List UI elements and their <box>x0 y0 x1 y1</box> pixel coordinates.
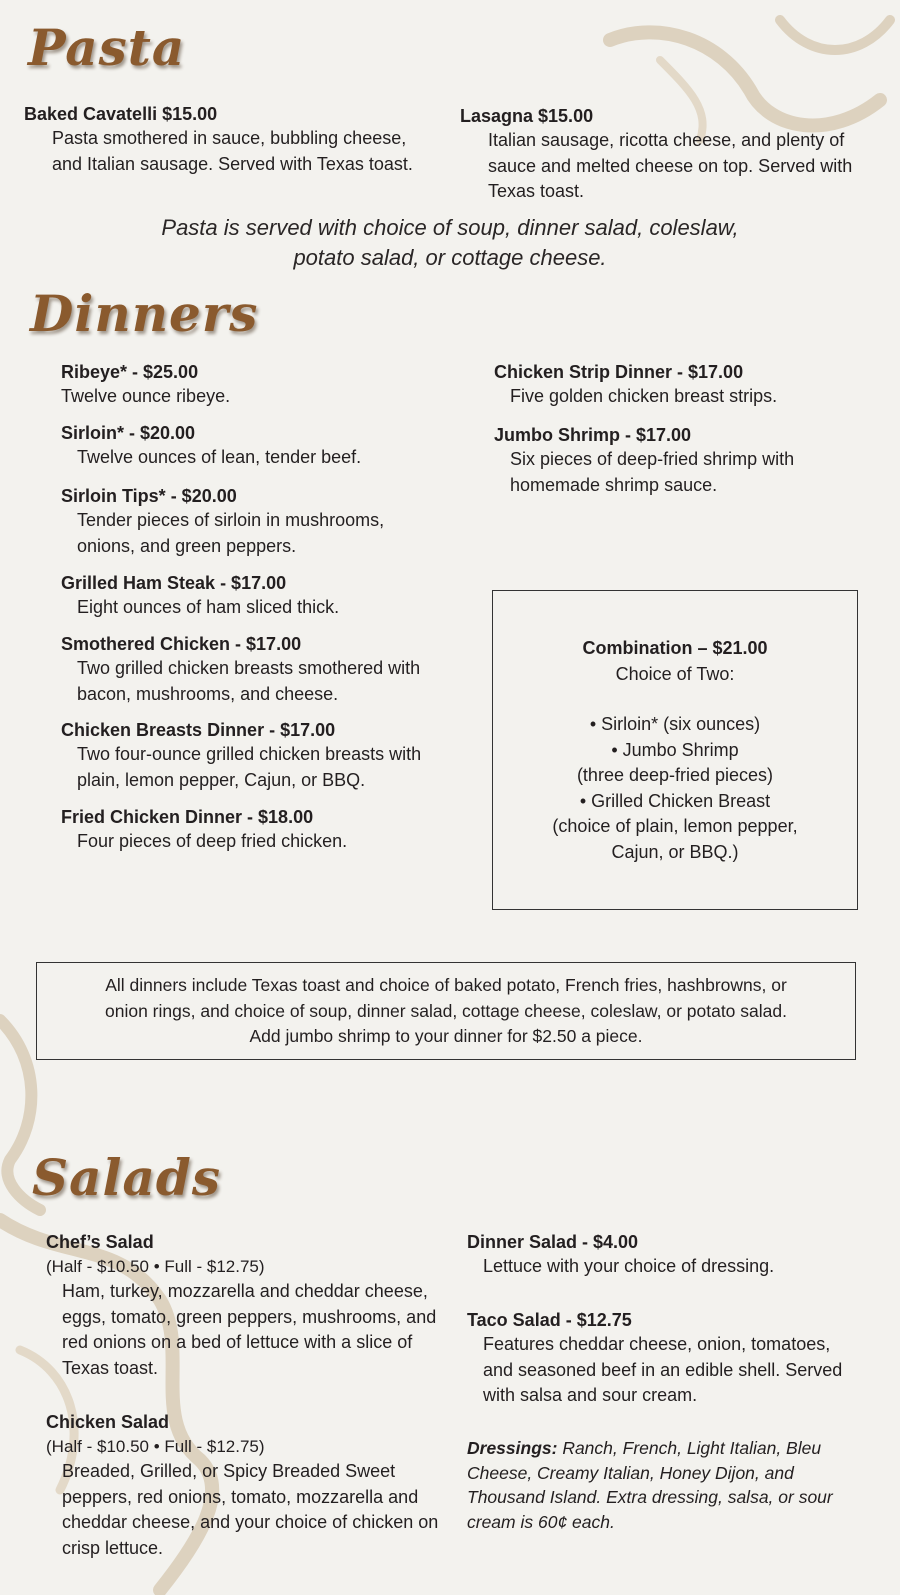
item-description: Lettuce with your choice of dressing. <box>483 1256 775 1276</box>
combination-title: Combination – $21.00 <box>582 638 768 658</box>
menu-item-chefs-salad <box>46 1230 446 1381</box>
item-name: Smothered Chicken - $17.00 <box>61 634 302 654</box>
item-description: Two grilled chicken breasts smothered with bacon, mushrooms, and cheese. <box>77 658 421 704</box>
combination-option-chicken: • Grilled Chicken Breast <box>579 790 771 811</box>
item-description: Breaded, Grilled, or Spicy Breaded Sweet peppers, red onions, tomato, mozzarella and cheddar cheese, and your choice of chicken on crisp lettuce. <box>62 1461 439 1558</box>
item-description: Pasta smothered in sauce, bubbling cheese, and Italian sausage. Served with Texas toast. <box>52 128 413 174</box>
menu-item-lasagna <box>460 104 870 205</box>
item-name: Baked Cavatelli $15.00 <box>24 104 218 124</box>
menu-item-jumbo-shrimp <box>494 423 874 498</box>
menu-item-sirloin-tips <box>61 484 451 559</box>
combination-subtitle: Choice of Two: <box>615 663 735 684</box>
item-name: Grilled Ham Steak - $17.00 <box>61 573 287 593</box>
dressings-list: Ranch, French, Light Italian, Bleu Cheese, Creamy Italian, Honey Dijon, and Thousand Island. Extra dressing, salsa, or sour cream is 60¢ each. <box>467 1438 833 1532</box>
item-name: Dinner Salad - $4.00 <box>467 1232 639 1252</box>
includes-line-3: Add jumbo shrimp to your dinner for $2.50 a piece. <box>249 1026 643 1046</box>
item-description: Twelve ounce ribeye. <box>61 386 231 406</box>
dinner-includes-text <box>37 973 855 1050</box>
section-heading-pasta: Pasta <box>28 18 186 77</box>
section-heading-salads: Salads <box>32 1148 222 1207</box>
menu-item-taco-salad <box>467 1308 867 1409</box>
item-description: Italian sausage, ricotta cheese, and plenty of sauce and melted cheese on top. Served with Texas toast. <box>488 130 853 201</box>
menu-item-chicken-breasts-dinner <box>61 718 461 793</box>
combination-option-shrimp-detail: (three deep-fried pieces) <box>576 765 774 785</box>
menu-item-baked-cavatelli <box>24 102 434 177</box>
menu-item-smothered-chicken <box>61 632 461 707</box>
dinner-includes-box <box>36 962 856 1060</box>
item-price: (Half - $10.50 • Full - $12.75) <box>46 1257 265 1276</box>
item-name: Taco Salad - $12.75 <box>467 1310 632 1330</box>
item-name: Chicken Salad <box>46 1412 170 1432</box>
menu-item-chicken-strip-dinner <box>494 360 874 410</box>
item-description: Twelve ounces of lean, tender beef. <box>77 447 362 467</box>
item-description: Two four-ounce grilled chicken breasts with plain, lemon pepper, Cajun, or BBQ. <box>77 744 422 790</box>
menu-item-fried-chicken-dinner <box>61 805 461 855</box>
combination-option-chicken-detail-2: Cajun, or BBQ.) <box>611 841 739 862</box>
item-description: Six pieces of deep-fried shrimp with homemade shrimp sauce. <box>510 449 795 495</box>
includes-line-1: All dinners include Texas toast and choice of baked potato, French fries, hashbrowns, or <box>105 975 787 995</box>
item-name: Chicken Strip Dinner - $17.00 <box>494 362 744 382</box>
item-name: Lasagna $15.00 <box>460 106 594 126</box>
item-name: Ribeye* - $25.00 <box>61 362 199 382</box>
combination-box <box>492 590 858 910</box>
includes-line-2: onion rings, and choice of soup, dinner salad, cottage cheese, coleslaw, or potato salad. <box>105 1000 787 1021</box>
pasta-note-line1: Pasta is served with choice of soup, dinner salad, coleslaw, <box>161 215 739 240</box>
pasta-note-line2: potato salad, or cottage cheese. <box>293 245 607 270</box>
menu-item-dinner-salad <box>467 1230 867 1280</box>
pasta-sides-note <box>60 213 840 273</box>
combination-option-chicken-detail-1: (choice of plain, lemon pepper, <box>552 816 798 836</box>
item-description: Features cheddar cheese, onion, tomatoes, and seasoned beef in an edible shell. Served with salsa and sour cream. <box>483 1334 843 1405</box>
combination-option-sirloin: • Sirloin* (six ounces) <box>589 714 761 734</box>
item-description: Tender pieces of sirloin in mushrooms, onions, and green peppers. <box>77 510 385 556</box>
menu-item-ribeye <box>61 360 461 410</box>
section-heading-dinners: Dinners <box>30 284 259 343</box>
item-description: Ham, turkey, mozzarella and cheddar cheese, eggs, tomato, green peppers, mushrooms, and red onions on a bed of lettuce with a slice of Texas toast. <box>62 1281 437 1378</box>
item-name: Chef’s Salad <box>46 1232 154 1252</box>
combination-option-shrimp: • Jumbo Shrimp <box>611 739 739 760</box>
item-name: Sirloin Tips* - $20.00 <box>61 486 237 506</box>
item-name: Chicken Breasts Dinner - $17.00 <box>61 720 336 740</box>
item-description: Eight ounces of ham sliced thick. <box>77 597 340 617</box>
menu-item-grilled-ham-steak <box>61 571 461 621</box>
menu-item-sirloin <box>61 421 461 471</box>
dressings-note <box>467 1436 847 1534</box>
item-price: (Half - $10.50 • Full - $12.75) <box>46 1437 265 1456</box>
item-name: Sirloin* - $20.00 <box>61 423 196 443</box>
item-name: Jumbo Shrimp - $17.00 <box>494 425 692 445</box>
dressings-label: Dressings: <box>467 1438 558 1458</box>
item-description: Five golden chicken breast strips. <box>510 386 778 406</box>
menu-item-chicken-salad <box>46 1410 446 1561</box>
item-description: Four pieces of deep fried chicken. <box>77 831 348 851</box>
combination-content <box>493 636 857 865</box>
item-name: Fried Chicken Dinner - $18.00 <box>61 807 314 827</box>
